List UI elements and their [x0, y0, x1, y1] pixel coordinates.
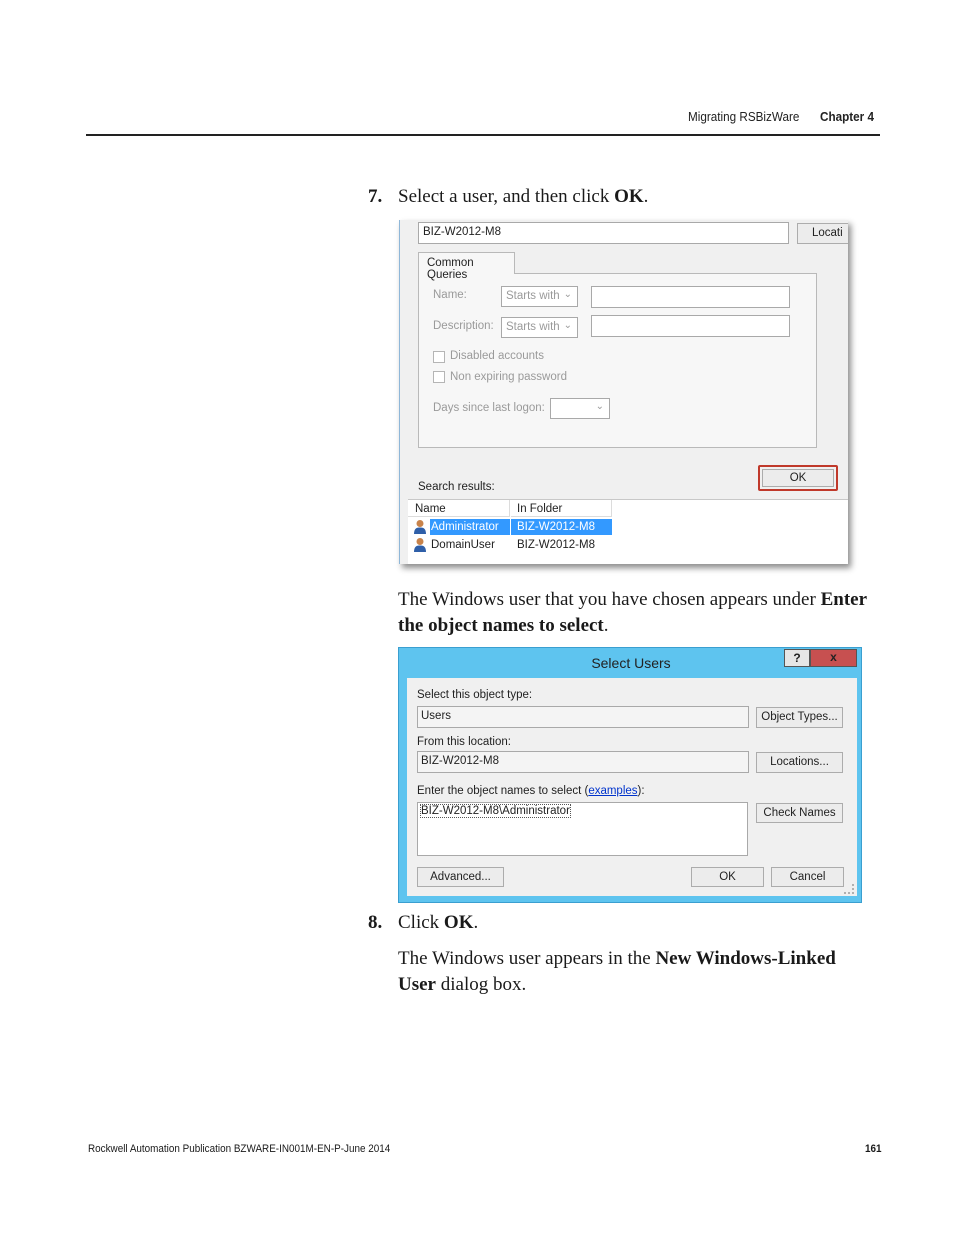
chevron-down-icon: ⌄ — [563, 289, 572, 300]
running-header-section: Migrating RSBizWare — [688, 109, 800, 124]
step-7-text: Select a user, and then click OK. — [398, 186, 649, 207]
user-icon — [413, 519, 427, 535]
disabled-accounts-checkbox[interactable] — [433, 351, 445, 363]
column-header-folder[interactable]: In Folder — [511, 500, 612, 517]
header-rule — [86, 134, 880, 136]
find-users-screenshot — [399, 220, 848, 564]
ok-button[interactable]: OK — [762, 469, 834, 487]
description-label: Description: — [433, 320, 494, 332]
domain-field[interactable]: BIZ-W2012-M8 — [418, 222, 789, 244]
check-names-button[interactable]: Check Names — [756, 803, 843, 823]
days-since-label: Days since last logon: — [433, 402, 545, 414]
disabled-accounts-label: Disabled accounts — [450, 350, 544, 362]
locations-button[interactable]: Locati — [797, 223, 848, 244]
running-header-chapter: Chapter 4 — [820, 109, 874, 124]
page-number: 161 — [865, 1143, 882, 1155]
paragraph-user-appears: The Windows user appears in the New Windows-Linked User dialog box. — [398, 948, 836, 995]
ok-button[interactable]: OK — [691, 867, 764, 887]
search-results-label: Search results: — [418, 481, 495, 493]
row-name: DomainUser — [431, 539, 495, 551]
user-icon — [413, 537, 427, 553]
table-row[interactable] — [408, 519, 612, 536]
step-8-number: 8. — [368, 912, 383, 933]
close-button[interactable]: x — [810, 649, 857, 667]
resize-grip-icon[interactable] — [844, 884, 854, 894]
help-button[interactable]: ? — [784, 649, 810, 667]
examples-link[interactable]: examples — [588, 785, 638, 797]
chevron-down-icon: ⌄ — [563, 320, 572, 331]
location-label: From this location: — [417, 736, 511, 748]
object-name-token: BIZ-W2012-M8\Administrator — [421, 805, 570, 817]
paragraph-chosen-user: The Windows user that you have chosen appears under Enter the object names to select. — [398, 589, 867, 636]
description-input[interactable] — [591, 315, 790, 337]
non-expiring-label: Non expiring password — [450, 371, 567, 383]
name-input[interactable] — [591, 286, 790, 308]
results-list[interactable] — [408, 499, 848, 564]
non-expiring-checkbox[interactable] — [433, 371, 445, 383]
object-type-field: Users — [417, 706, 749, 728]
tab-common-queries[interactable]: Common Queries — [418, 252, 515, 274]
dialog-body — [407, 678, 857, 896]
advanced-button[interactable]: Advanced... — [417, 867, 504, 887]
step-7-number: 7. — [368, 186, 383, 207]
name-mode-select[interactable]: Starts with ⌄ — [501, 286, 578, 307]
location-field: BIZ-W2012-M8 — [417, 751, 749, 773]
name-label: Name: — [433, 289, 467, 301]
select-users-dialog — [398, 647, 862, 903]
description-mode-select[interactable]: Starts with ⌄ — [501, 317, 578, 338]
step-8-text: Click OK. — [398, 912, 479, 933]
days-since-select[interactable] — [550, 398, 610, 419]
dialog-title: Select Users — [591, 655, 671, 671]
chevron-down-icon: ⌄ — [595, 401, 604, 412]
column-header-name[interactable]: Name — [408, 500, 510, 517]
object-names-input[interactable] — [417, 802, 748, 856]
row-name: Administrator — [430, 519, 510, 535]
object-type-label: Select this object type: — [417, 689, 533, 701]
row-folder: BIZ-W2012-M8 — [511, 519, 612, 535]
footer-publication: Rockwell Automation Publication BZWARE-IN001M-EN-P-June 2014 — [88, 1143, 391, 1155]
object-types-button[interactable]: Object Types... — [756, 707, 843, 728]
object-names-label: Enter the object names to select (examples): — [417, 785, 645, 797]
locations-button[interactable]: Locations... — [756, 752, 843, 773]
row-folder: BIZ-W2012-M8 — [517, 539, 595, 551]
table-row[interactable] — [408, 537, 612, 554]
cancel-button[interactable]: Cancel — [771, 867, 844, 887]
